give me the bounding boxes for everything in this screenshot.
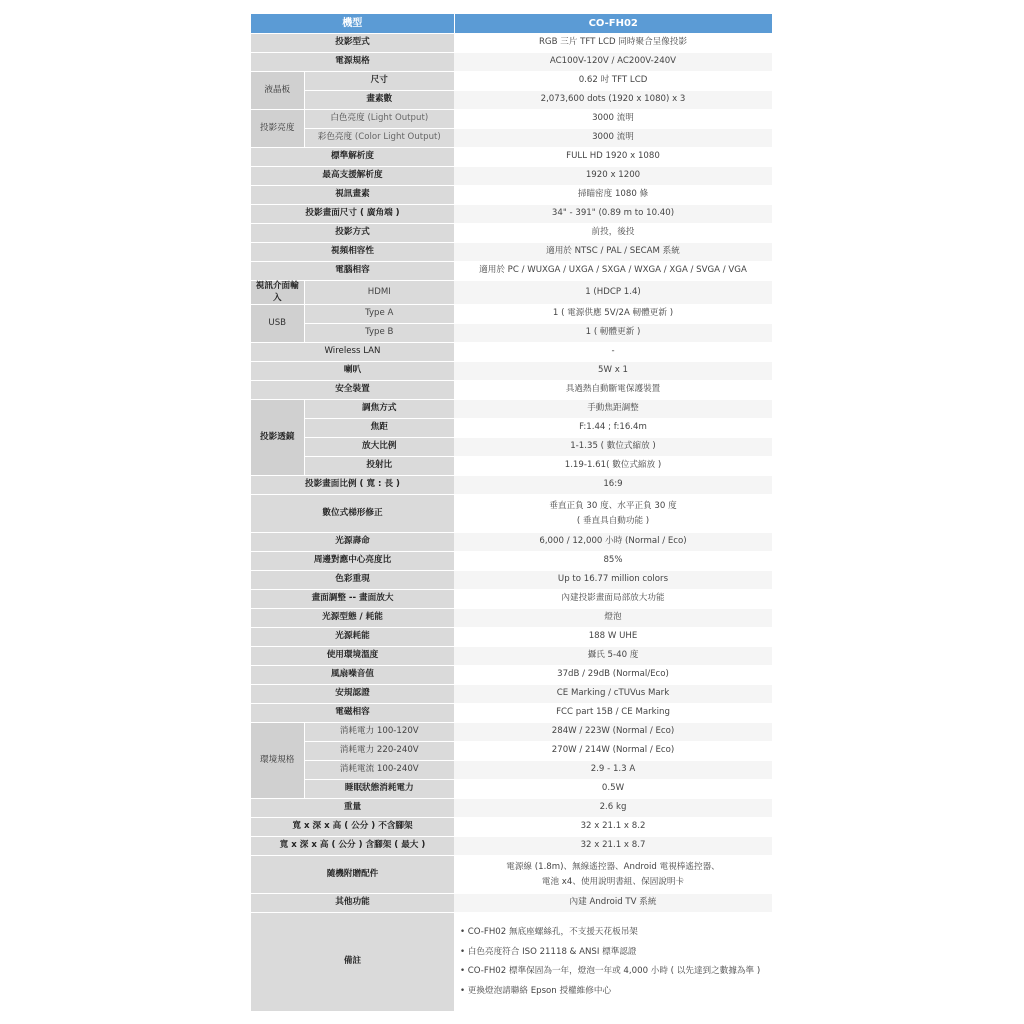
table-row [251,381,772,400]
row-label: 投影方式 [251,224,454,243]
table-row [251,495,772,533]
row-label: 消耗電流 100-240V [304,761,454,780]
row-value: - [454,343,772,362]
row-label: Type A [304,305,454,324]
table-row [251,324,772,343]
table-row [251,647,772,666]
table-row [251,281,772,305]
row-value: 1.19-1.61( 數位式縮放 ) [454,457,772,476]
row-value: FCC part 15B / CE Marking [454,704,772,723]
row-value: FULL HD 1920 x 1080 [454,148,772,167]
table-row [251,552,772,571]
table-row [251,262,772,281]
row-label: 睡眠狀態消耗電力 [304,780,454,799]
row-label: 投影型式 [251,34,454,53]
row-label: 標準解析度 [251,148,454,167]
row-label: 放大比例 [304,438,454,457]
table-header [251,14,772,34]
table-row [251,438,772,457]
row-label: 消耗電力 100-120V [304,723,454,742]
row-value: Up to 16.77 million colors [454,571,772,590]
row-label: 安規認證 [251,685,454,704]
spec-table [251,14,772,1012]
row-value: 具過熱自動斷電保護裝置 [454,381,772,400]
value-line: 垂直正負 30 度、水平正負 30 度 [549,500,677,511]
row-label: 投影畫面尺寸 ( 廣角端 ) [251,205,454,224]
table-row [251,91,772,110]
table-row [251,685,772,704]
row-value: 3000 流明 [454,129,772,148]
row-label: 喇叭 [251,362,454,381]
group-label: 液晶板 [251,72,304,110]
row-label: Type B [304,324,454,343]
row-value: 2.9 - 1.3 A [454,761,772,780]
table-row [251,205,772,224]
table-row [251,533,772,552]
row-label: 光源耗能 [251,628,454,647]
table-row [251,818,772,837]
table-row [251,243,772,262]
row-label: 尺寸 [304,72,454,91]
row-value: 6,000 / 12,000 小時 (Normal / Eco) [454,533,772,552]
row-label: 畫素數 [304,91,454,110]
row-value: 37dB / 29dB (Normal/Eco) [454,666,772,685]
row-value: 2,073,600 dots (1920 x 1080) x 3 [454,91,772,110]
table-row [251,72,772,91]
table-row [251,761,772,780]
spec-sheet [251,14,772,1012]
table-row [251,129,772,148]
row-value [454,495,772,533]
row-value: 前投，後投 [454,224,772,243]
row-label: 隨機附贈配件 [251,856,454,894]
table-row [251,628,772,647]
table-row [251,590,772,609]
row-label: 畫面調整 -- 畫面放大 [251,590,454,609]
row-value: F:1.44 ; f:16.4m [454,419,772,438]
table-row-notes [251,913,772,1012]
row-label: 光源型態 / 耗能 [251,609,454,628]
table-row [251,167,772,186]
table-row [251,224,772,243]
group-label: 投影亮度 [251,110,304,148]
table-row [251,53,772,72]
row-value: 適用於 NTSC / PAL / SECAM 系統 [454,243,772,262]
row-value: 內建投影畫面局部放大功能 [454,590,772,609]
table-row [251,894,772,913]
row-label: 寬 x 深 x 高 ( 公分 ) 不含腳架 [251,818,454,837]
row-label: Wireless LAN [251,343,454,362]
row-value: RGB 三片 TFT LCD 同時聚合呈像投影 [454,34,772,53]
row-value: 188 W UHE [454,628,772,647]
group-label: 環境規格 [251,723,304,799]
row-value [454,856,772,894]
table-row [251,362,772,381]
row-label: 周邊對應中心亮度比 [251,552,454,571]
table-row [251,457,772,476]
note-item: • 白色亮度符合 ISO 21118 & ANSI 標準認證 [460,946,637,957]
row-value: 1 ( 電源供應 5V/2A 軔體更新 ) [454,305,772,324]
row-value: 1 ( 軔體更新 ) [454,324,772,343]
row-value: 270W / 214W (Normal / Eco) [454,742,772,761]
table-row [251,305,772,324]
row-label: 視頻相容性 [251,243,454,262]
row-value: 34" - 391" (0.89 m to 10.40) [454,205,772,224]
row-label: 消耗電力 220-240V [304,742,454,761]
table-row [251,742,772,761]
group-label: USB [251,305,304,343]
row-label: 安全裝置 [251,381,454,400]
table-row [251,110,772,129]
table-row [251,666,772,685]
table-row [251,476,772,495]
row-value: 0.62 吋 TFT LCD [454,72,772,91]
table-row [251,343,772,362]
header-model-label: 機型 [251,14,454,34]
group-label: 投影透鏡 [251,400,304,476]
row-value: 手動焦距調整 [454,400,772,419]
table-row [251,571,772,590]
row-value: AC100V-120V / AC200V-240V [454,53,772,72]
row-label: 調焦方式 [304,400,454,419]
row-value: CE Marking / cTUVus Mark [454,685,772,704]
row-value: 16:9 [454,476,772,495]
row-value: 3000 流明 [454,110,772,129]
row-label: 焦距 [304,419,454,438]
row-label: 彩色亮度 (Color Light Output) [304,129,454,148]
table-row [251,34,772,53]
row-value: 284W / 223W (Normal / Eco) [454,723,772,742]
note-item: • CO-FH02 無底座螺絲孔，不支援天花板吊架 [460,927,638,938]
row-label: 最高支援解析度 [251,167,454,186]
row-label: 使用環境溫度 [251,647,454,666]
note-item: • 更換燈泡請聯絡 Epson 授權維修中心 [460,985,612,996]
row-label: 視訊畫素 [251,186,454,205]
table-row [251,780,772,799]
row-label: 風扇噪音值 [251,666,454,685]
table-row [251,837,772,856]
row-value: 0.5W [454,780,772,799]
row-label: 投射比 [304,457,454,476]
table-row [251,723,772,742]
row-value: 1 (HDCP 1.4) [454,281,772,305]
table-row [251,419,772,438]
row-label: 電腦相容 [251,262,454,281]
row-value: 1-1.35 ( 數位式縮放 ) [454,438,772,457]
table-row [251,856,772,894]
notes-label: 備註 [251,913,454,1012]
row-value: 5W x 1 [454,362,772,381]
row-value: 掃瞄密度 1080 條 [454,186,772,205]
row-label: 白色亮度 (Light Output) [304,110,454,129]
row-label: 電源規格 [251,53,454,72]
row-value: 85% [454,552,772,571]
row-label: 色彩重現 [251,571,454,590]
row-label: 投影畫面比例 ( 寬 : 長 ) [251,476,454,495]
header-model-value: CO-FH02 [454,14,772,34]
notes-list [454,913,772,1012]
row-label: 寬 x 深 x 高 ( 公分 ) 含腳架 ( 最大 ) [251,837,454,856]
row-label: 重量 [251,799,454,818]
row-label: 電磁相容 [251,704,454,723]
row-value: 1920 x 1200 [454,167,772,186]
row-label: 其他功能 [251,894,454,913]
table-row [251,148,772,167]
row-value: 攝氏 5-40 度 [454,647,772,666]
table-row [251,704,772,723]
value-line: ( 垂直具自動功能 ) [576,515,650,526]
row-label: 光源壽命 [251,533,454,552]
row-value: 內建 Android TV 系統 [454,894,772,913]
table-row [251,609,772,628]
table-row [251,799,772,818]
row-value: 燈泡 [454,609,772,628]
row-label: HDMI [304,281,454,305]
row-value: 2.6 kg [454,799,772,818]
value-line: 電池 x4、使用說明書組、保固說明卡 [541,876,685,887]
table-row [251,186,772,205]
group-label: 視訊介面輸入 [251,281,304,305]
row-value: 32 x 21.1 x 8.7 [454,837,772,856]
value-line: 電源線 (1.8m)、無線遙控器、Android 電視棒遙控器、 [506,861,720,872]
row-value: 適用於 PC / WUXGA / UXGA / SXGA / WXGA / XGA / SVGA / VGA [454,262,772,281]
note-item: • CO-FH02 標準保固為一年，燈泡一年或 4,000 小時 ( 以先達到之數據為準 ) [460,966,761,977]
row-label: 數位式梯形修正 [251,495,454,533]
row-value: 32 x 21.1 x 8.2 [454,818,772,837]
table-row [251,400,772,419]
